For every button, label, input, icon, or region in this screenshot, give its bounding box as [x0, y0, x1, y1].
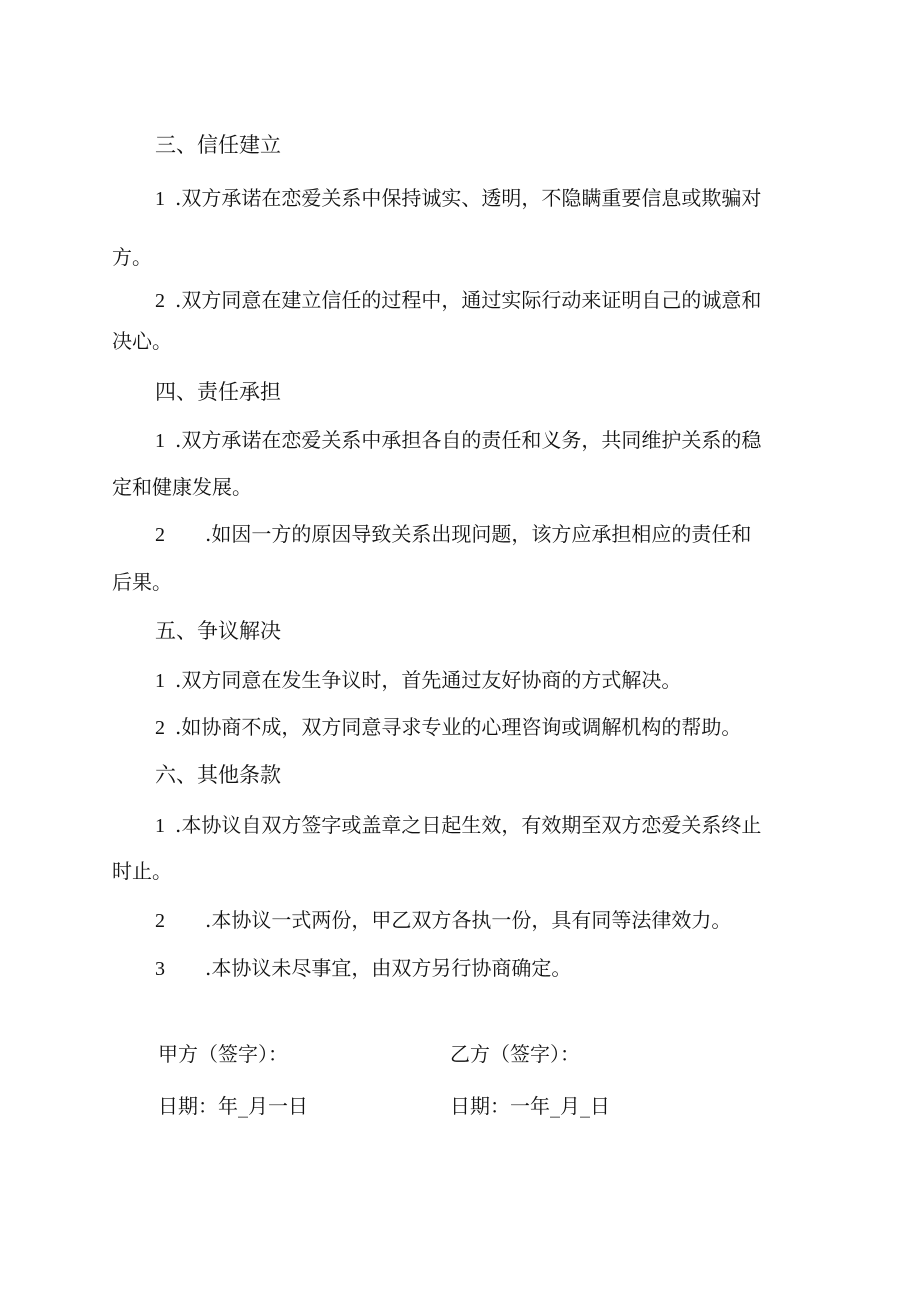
clause-line-continued: 后果。 [112, 570, 172, 594]
party-a-signature-label: 甲方（签字）： [158, 1042, 288, 1066]
clause-line [155, 953, 571, 984]
clause-line-continued: 时止。 [112, 859, 172, 883]
clause-number: 2 [155, 290, 165, 312]
clause-number: 1 [155, 815, 165, 837]
clause-line [155, 712, 741, 743]
section-heading-other: 六、其他条款 [155, 763, 281, 787]
clause-line [155, 285, 761, 316]
clause-text: .本协议自双方签字或盖章之日起生效，有效期至双方恋爱关系终止 [175, 813, 762, 837]
section-heading-trust: 三、信任建立 [155, 133, 281, 157]
clause-text: .如协商不成，双方同意寻求专业的心理咨询或调解机构的帮助。 [175, 715, 742, 739]
party-b-date-label: 日期：一年_月_日 [450, 1094, 610, 1118]
clause-number: 2 [155, 524, 165, 546]
clause-line [155, 665, 681, 696]
clause-number: 1 [155, 430, 165, 452]
clause-number: 3 [155, 958, 165, 980]
clause-text: .本协议一式两份，甲乙双方各执一份，具有同等法律效力。 [205, 908, 732, 932]
clause-text: .双方承诺在恋爱关系中承担各自的责任和义务，共同维护关系的稳 [175, 428, 762, 452]
party-b-signature-label: 乙方（签字）： [450, 1042, 580, 1066]
section-heading-dispute: 五、争议解决 [155, 619, 281, 643]
party-a-date-label: 日期：年_月一日 [158, 1094, 308, 1118]
clause-text: .本协议未尽事宜，由双方另行协商确定。 [205, 956, 572, 980]
clause-number: 1 [155, 670, 165, 692]
clause-line [155, 425, 761, 456]
clause-number: 2 [155, 717, 165, 739]
clause-text: .双方同意在发生争议时，首先通过友好协商的方式解决。 [175, 668, 682, 692]
clause-number: 2 [155, 910, 165, 932]
clause-text: .如因一方的原因导致关系出现问题，该方应承担相应的责任和 [205, 522, 752, 546]
clause-line-continued: 方。 [112, 245, 152, 269]
clause-number: 1 [155, 188, 165, 210]
clause-text: .双方同意在建立信任的过程中，通过实际行动来证明自己的诚意和 [175, 288, 762, 312]
clause-line-continued: 定和健康发展。 [112, 475, 252, 499]
section-heading-responsibility: 四、责任承担 [155, 380, 281, 404]
clause-line [155, 183, 761, 214]
clause-line [155, 519, 751, 550]
clause-line-continued: 决心。 [112, 329, 172, 353]
clause-text: .双方承诺在恋爱关系中保持诚实、透明，不隐瞒重要信息或欺骗对 [175, 186, 762, 210]
clause-line [155, 905, 731, 936]
clause-line [155, 810, 761, 841]
